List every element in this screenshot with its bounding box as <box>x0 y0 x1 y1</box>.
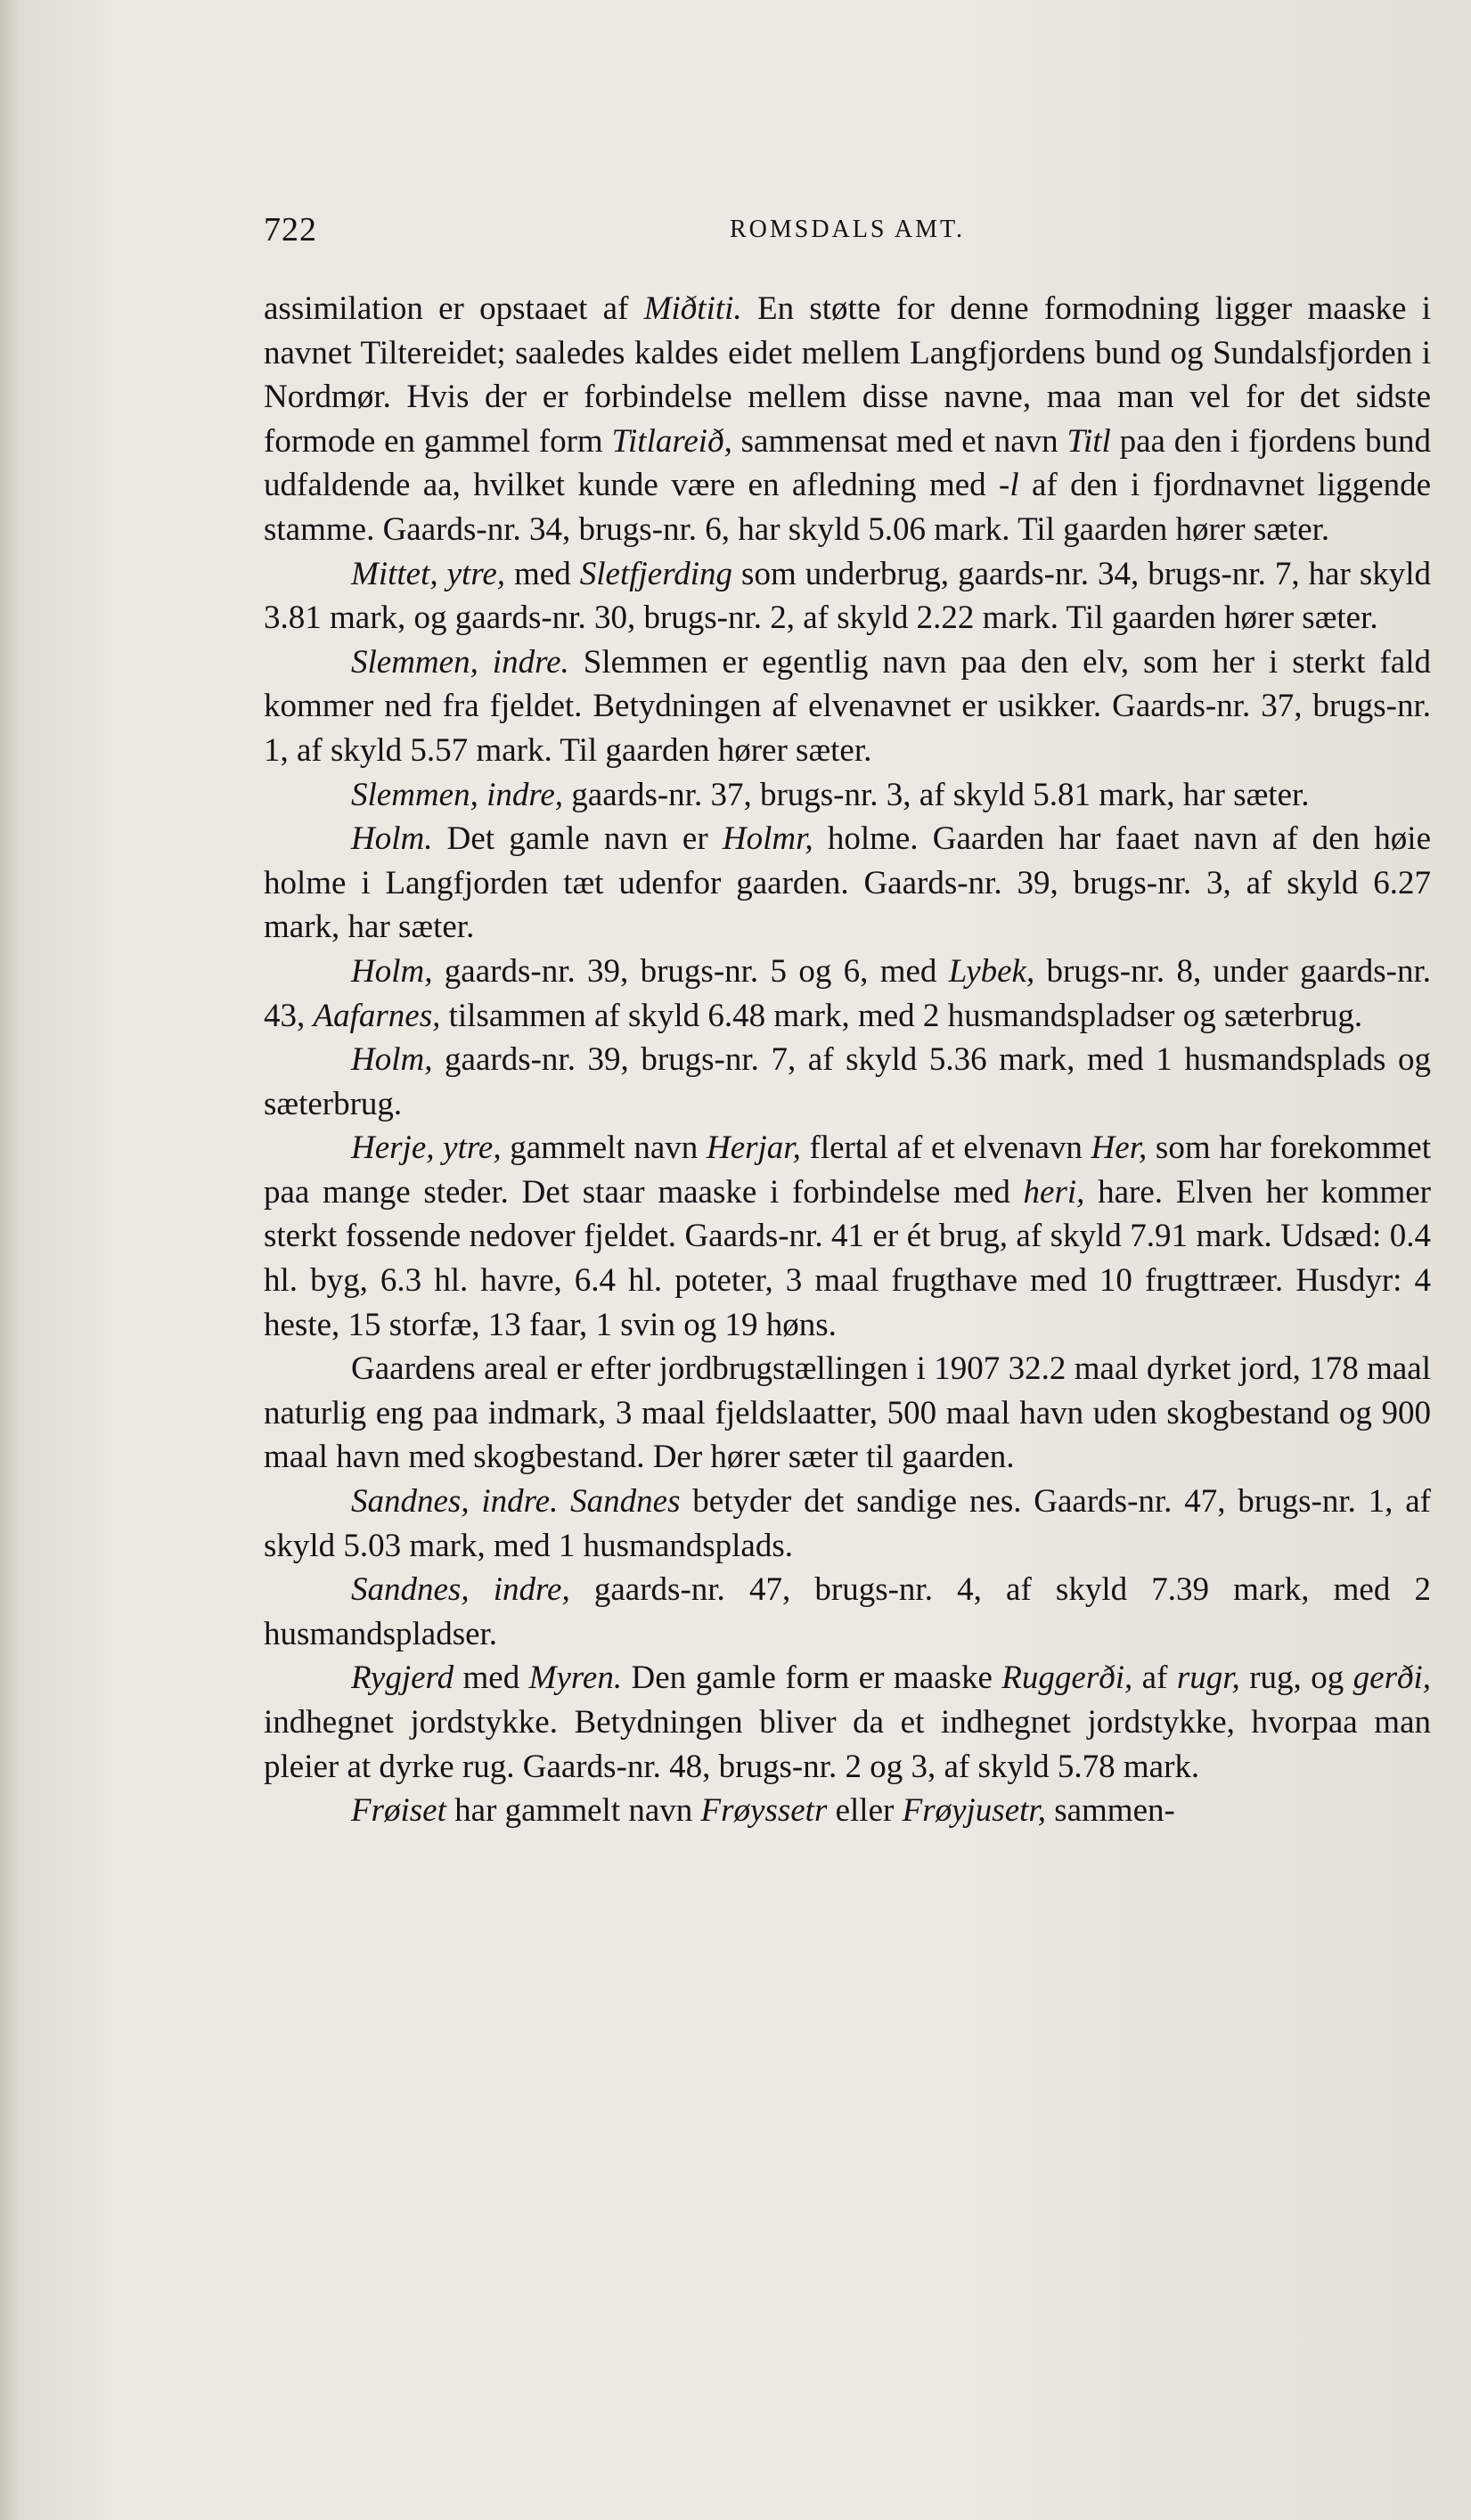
text-run: En støtte for denne formodning ligger maaske i navnet Tiltereidet; saaledes kaldes eidet mellem Langfjordens bund og Sundalsfjorden i Nordmør. Hvis der er forbindelse mellem disse navne, maa man vel for det sidste formode en gammel form <box>264 290 1431 460</box>
italic-term: Herjar, <box>706 1130 801 1167</box>
italic-term: Frøyssetr <box>700 1792 828 1830</box>
italic-term: heri, <box>1023 1173 1085 1211</box>
italic-term: Holm, <box>351 952 433 990</box>
paragraph <box>264 552 1431 640</box>
text-run: som underbrug, gaards-nr. 34, brugs-nr. 7, har skyld 3.81 mark, og gaards-nr. 30, brugs-nr. 2, af skyld 2.22 mark. Til gaarden hører sæter. <box>264 555 1432 637</box>
body-text <box>264 287 1431 1833</box>
paragraph <box>264 287 1431 552</box>
text-run: gammelt navn <box>501 1130 707 1167</box>
italic-term: Sandnes, indre. <box>351 1483 559 1521</box>
paragraph <box>264 640 1431 773</box>
italic-term: Myren. <box>528 1660 623 1697</box>
text-run: paa den i fjordens bund udfaldende aa, hvilket kunde være en afledning med <box>264 422 1432 504</box>
italic-term: Titl <box>1066 422 1111 460</box>
italic-term: Sandnes <box>570 1483 681 1521</box>
italic-term: Holm. <box>351 820 433 858</box>
page-number: 722 <box>264 211 317 249</box>
text-run: holme. Gaarden har faaet navn af den høie holme i Langfjorden tæt udenfor gaarden. Gaards-nr. 39, brugs-nr. 3, af skyld 6.27 mark, har sæter. <box>264 820 1431 946</box>
text-run: som har forekommet paa mange steder. Det staar maaske i forbindelse med <box>264 1130 1432 1211</box>
paragraph <box>264 1347 1431 1480</box>
italic-term: rugr, <box>1176 1660 1240 1697</box>
italic-term: Sandnes, indre, <box>351 1571 570 1609</box>
italic-term: Herje, ytre, <box>351 1130 502 1167</box>
text-run: med <box>505 555 580 592</box>
paragraph <box>264 817 1431 950</box>
text-run: af den i fjordnavnet liggende stamme. Gaards-nr. 34, brugs-nr. 6, har skyld 5.06 mark. Til gaarden hører sæter. <box>264 467 1432 548</box>
text-run: eller <box>827 1792 903 1830</box>
italic-term: Slemmen, indre, <box>351 776 564 813</box>
text-run: indhegnet jordstykke. Betydningen bliver da et indhegnet jordstykke, hvorpaa man pleier at dyrke rug. Gaards-nr. 48, brugs-nr. 2 og 3, af skyld 5.78 mark. <box>264 1704 1431 1785</box>
italic-term: Her, <box>1091 1130 1148 1167</box>
paragraph <box>264 1480 1431 1568</box>
italic-term: Mittet, ytre, <box>351 555 506 592</box>
text-run: tilsammen af skyld 6.48 mark, med 2 husmandspladser og sæterbrug. <box>440 997 1363 1034</box>
text-run: gaards-nr. 47, brugs-nr. 4, af skyld 7.39 mark, med 2 husmandspladser. <box>264 1571 1431 1652</box>
text-run: flertal af et elvenavn <box>800 1130 1091 1167</box>
text-run: brugs-nr. 8, under gaards-nr. 43, <box>264 952 1431 1034</box>
italic-term: Lybek, <box>948 952 1035 990</box>
italic-term: Aafarnes, <box>313 997 441 1034</box>
text-run: med <box>454 1660 529 1697</box>
page-edge-shadow <box>0 0 20 2520</box>
italic-term: Titlareið, <box>611 422 732 460</box>
text-run: assimilation er opstaaet af <box>264 290 644 327</box>
italic-term: gerði, <box>1353 1660 1431 1697</box>
text-run: gaards-nr. 39, brugs-nr. 5 og 6, med <box>432 952 949 990</box>
italic-term: Sletfjerding <box>579 555 733 592</box>
running-head: ROMSDALS AMT. <box>729 216 966 243</box>
text-run: hare. Elven her kommer sterkt fossende nedover fjeldet. Gaards-nr. 41 er ét brug, af skyld 7.91 mark. Udsæd: 0.4 hl. byg, 6.3 hl. havre, 6.4 hl. poteter, 3 maal frugthave med 10 frugttræer. Husdyr: 4 heste, 15 storfæ, 13 faar, 1 svin og 19 høns. <box>264 1173 1431 1343</box>
text-run: Den gamle form er maaske <box>622 1660 1002 1697</box>
italic-term: -l <box>999 467 1019 504</box>
italic-term: Rygjerd <box>351 1660 454 1697</box>
paragraph <box>264 773 1431 818</box>
text-run <box>558 1483 570 1520</box>
paragraph <box>264 1038 1431 1126</box>
text-run: gaards-nr. 37, brugs-nr. 3, af skyld 5.81 mark, har sæter. <box>563 776 1310 813</box>
italic-term: Holmr, <box>722 820 813 858</box>
text-run: har gammelt navn <box>445 1792 701 1830</box>
paragraph <box>264 950 1431 1038</box>
paragraph <box>264 1789 1431 1833</box>
page-header <box>264 210 1431 264</box>
italic-term: Miðtiti. <box>643 290 742 327</box>
italic-term: Slemmen, indre. <box>351 643 569 681</box>
text-run: rug, og <box>1239 1660 1353 1697</box>
text-run: af <box>1132 1660 1177 1697</box>
paragraph <box>264 1656 1431 1789</box>
italic-term: Ruggerði, <box>1001 1660 1133 1697</box>
text-run: sammensat med et navn <box>731 422 1067 460</box>
text-run: Det gamle navn er <box>432 820 723 858</box>
paragraph <box>264 1568 1431 1656</box>
paragraph <box>264 1126 1431 1347</box>
italic-term: Frøyjusetr, <box>902 1792 1046 1830</box>
italic-term: Holm, <box>351 1041 433 1079</box>
italic-term: Frøiset <box>351 1792 446 1830</box>
text-run: Gaardens areal er efter jordbrugstællingen i 1907 32.2 maal dyrket jord, 178 maal naturlig eng paa indmark, 3 maal fjeldslaatter, 500 maal havn uden skogbestand og 900 maal havn med skogbestand. Der hører sæter til gaarden. <box>264 1350 1431 1476</box>
text-run: Slemmen er egentlig navn paa den elv, som her i sterkt fald kommer ned fra fjeldet. Betydningen af elvenavnet er usikker. Gaards-nr. 37, brugs-nr. 1, af skyld 5.57 mark. Til gaarden hører sæter. <box>264 643 1431 769</box>
text-run: gaards-nr. 39, brugs-nr. 7, af skyld 5.36 mark, med 1 husmandsplads og sæterbrug. <box>264 1041 1431 1122</box>
text-run: sammen- <box>1045 1792 1175 1830</box>
text-run: betyder det sandige nes. Gaards-nr. 47, brugs-nr. 1, af skyld 5.03 mark, med 1 husmandsplads. <box>264 1483 1431 1564</box>
